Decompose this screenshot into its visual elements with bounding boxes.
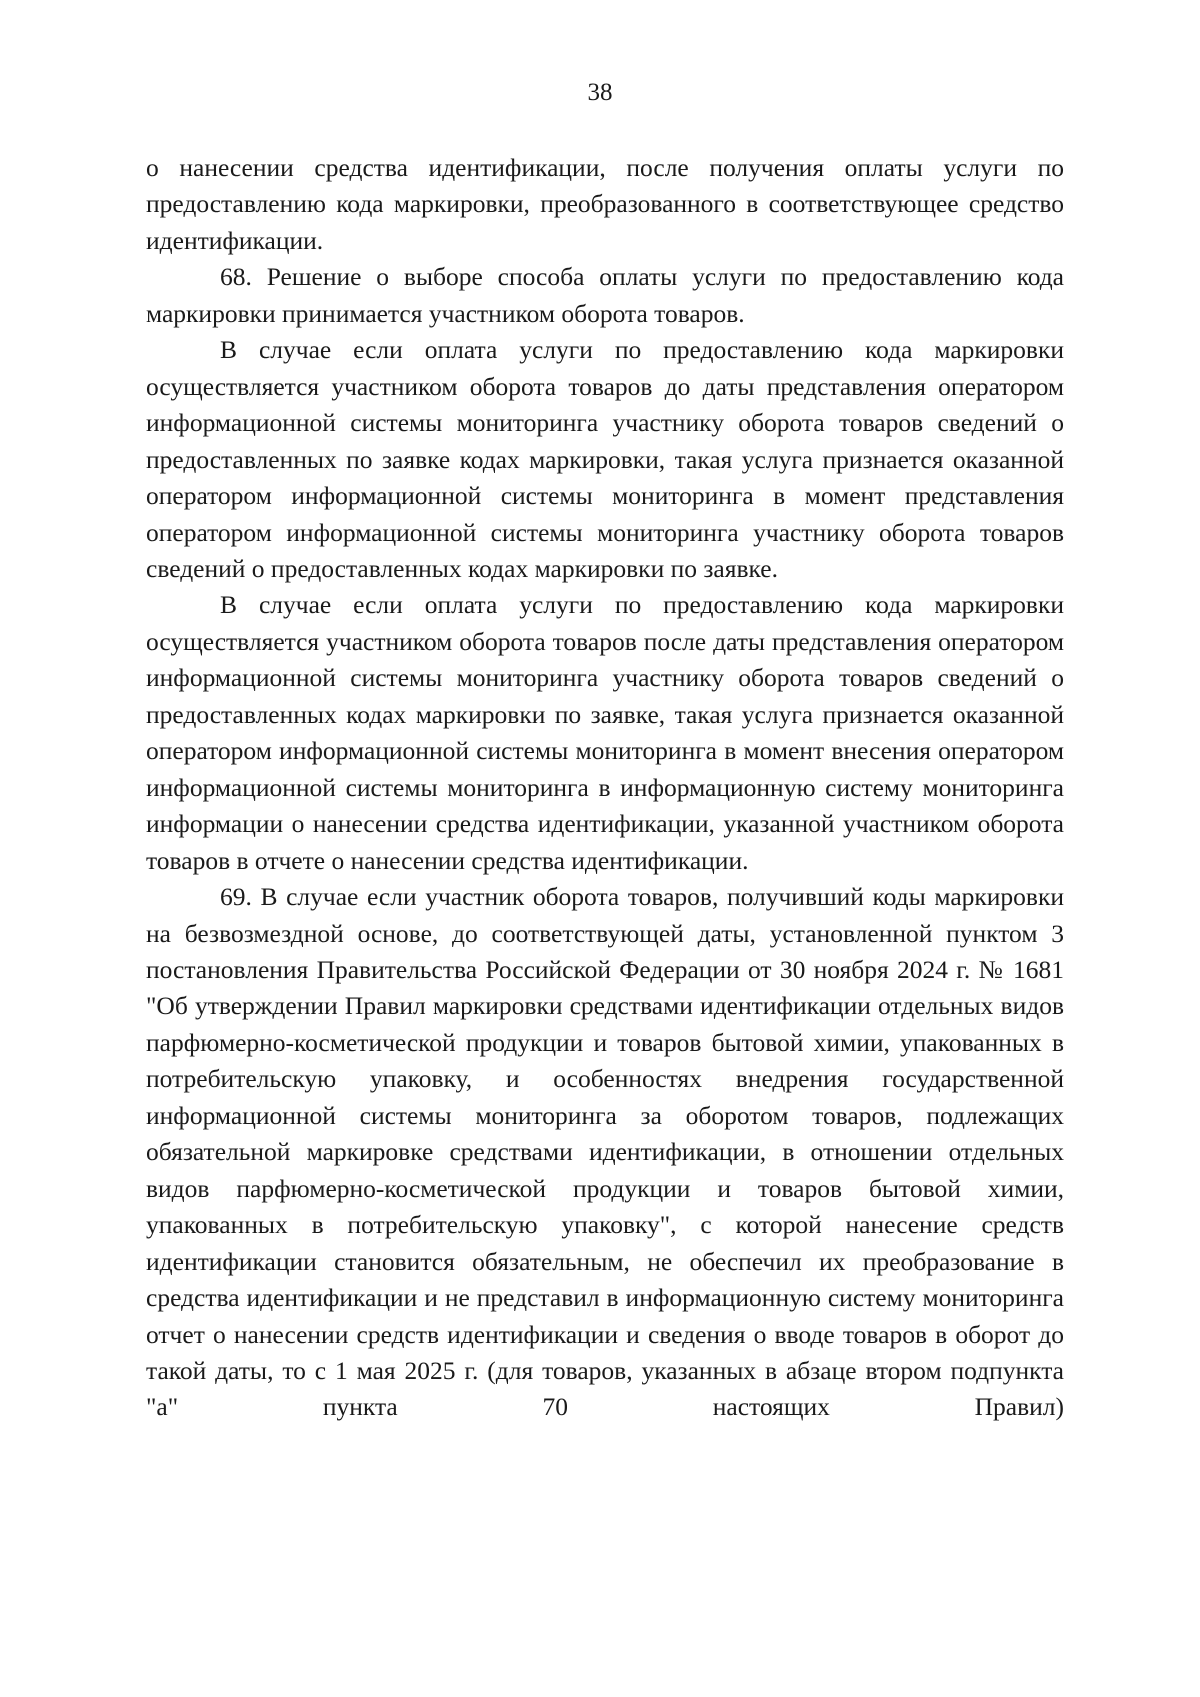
paragraph-payment-after-date: В случае если оплата услуги по предоставлению кода маркировки осуществляется участником оборота товаров после даты представления оператором информационной системы мониторинга участнику оборота товаров сведений о предоставленных кодах маркировки по заявке, такая услуга признается оказанной оператором информационной системы мониторинга в момент внесения оператором информационной системы мониторинга в информационную систему мониторинга информации о нанесении средства идентификации, указанной участником оборота товаров в отчете о нанесении средства идентификации. [146, 590, 1064, 875]
page-number: 38 [587, 79, 613, 106]
paragraph-item-68: 68. Решение о выборе способа оплаты услуги по предоставлению кода маркировки принимается участником оборота товаров. [146, 262, 1064, 328]
paragraph-continuation: о нанесении средства идентификации, после получения оплаты услуги по предоставлению кода маркировки, преобразованного в соответствующее средство идентификации. [146, 153, 1064, 255]
document-body [146, 150, 1064, 1426]
paragraph-item-69: 69. В случае если участник оборота товаров, получивший коды маркировки на безвозмездной основе, до соответствующей даты, установленной пунктом 3 постановления Правительства Российской Федерации от 30 ноября 2024 г. № 1681 "Об утверждении Правил маркировки средствами идентификации отдельных видов парфюмерно-косметической продукции и товаров бытовой химии, упакованных в потребительскую упаковку, и особенностях внедрения государственной информационной системы мониторинга за оборотом товаров, подлежащих обязательной маркировке средствами идентификации, в отношении отдельных видов парфюмерно-косметической продукции и товаров бытовой химии, упакованных в потребительскую упаковку", с которой нанесение средств идентификации становится обязательным, не обеспечил их преобразование в средства идентификации и не представил в информационную систему мониторинга отчет о нанесении средств идентификации и сведения о вводе товаров в оборот до такой даты, то с 1 мая 2025 г. (для товаров, указанных в абзаце втором подпункта "а" пункта 70 настоящих Правил) [146, 882, 1064, 1422]
paragraph-payment-before-date: В случае если оплата услуги по предоставлению кода маркировки осуществляется участником оборота товаров до даты представления оператором информационной системы мониторинга участнику оборота товаров сведений о предоставленных по заявке кодах маркировки, такая услуга признается оказанной оператором информационной системы мониторинга в момент представления оператором информационной системы мониторинга участнику оборота товаров сведений о предоставленных кодах маркировки по заявке. [146, 335, 1064, 583]
